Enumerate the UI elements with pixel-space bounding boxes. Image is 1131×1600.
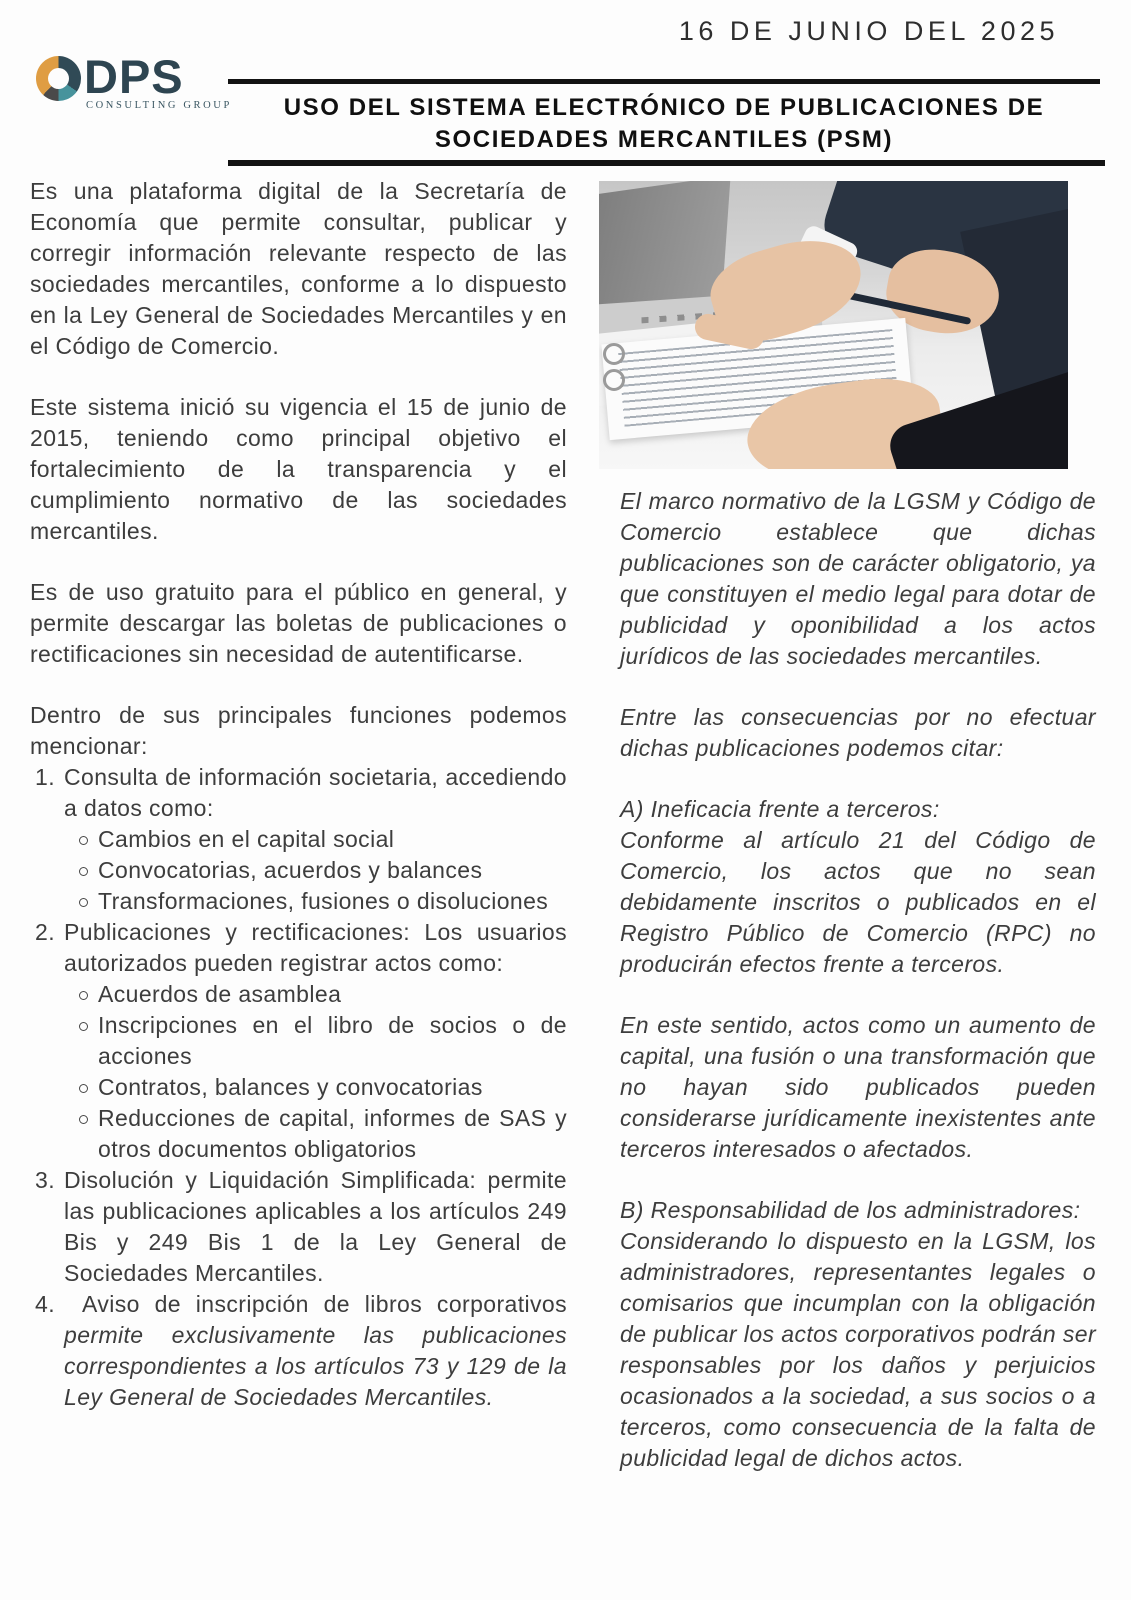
item-4-italic-text: permite exclusivamente las publicaciones correspondientes a los artículos 73 y 129 de la Ley General de Sociedades Mercantiles. [64, 1322, 567, 1410]
paragraph-legal-framework: El marco normativo de la LGSM y Código de Comercio establece que dichas publicaciones son de carácter obligatorio, ya que constituyen el medio legal para dotar de publicidad y oponibilidad a los actos jurídicos de las sociedades mercantiles. [620, 488, 1096, 669]
bullet-text: Inscripciones en el libro de socios o de acciones [98, 1012, 567, 1069]
numbered-item-1 [30, 762, 567, 917]
document-title [228, 92, 1100, 156]
title-rule-top [228, 79, 1100, 84]
dps-ring-logo-icon [36, 56, 81, 101]
document-date: 16 DE JUNIO DEL 2025 [678, 16, 1059, 46]
circle-bullet-icon [79, 1022, 88, 1031]
item-4-number: 4. [35, 1291, 55, 1317]
item-2-number: 2. [35, 919, 55, 945]
functions-list-intro: Dentro de sus principales funciones podemos mencionar: [30, 702, 567, 759]
bullet-text: Acuerdos de asamblea [98, 981, 342, 1007]
bullet-text: Transformaciones, fusiones o disoluciones [98, 888, 549, 914]
bullet-text: Cambios en el capital social [98, 826, 395, 852]
item-4-text [64, 1289, 567, 1413]
paragraph-consequences-intro: Entre las consecuencias por no efectuar dichas publicaciones podemos citar: [620, 704, 1096, 761]
circle-bullet-icon [79, 867, 88, 876]
title-line-1: USO DEL SISTEMA ELECTRÓNICO DE PUBLICACIONES DE [283, 94, 1045, 121]
item-2-body [64, 917, 567, 1165]
item-4-body [64, 1289, 567, 1413]
sub-bullet [64, 1010, 567, 1072]
paragraph-legal-inexistence: En este sentido, actos como un aumento de capital, una fusión o una transformación que no hayan sido publicados pueden considerarse jurídicamente inexistentes ante terceros interesados o afectados. [620, 1012, 1096, 1162]
numbered-item-4 [30, 1289, 567, 1413]
numbered-item-3 [30, 1165, 567, 1289]
item-1-body [64, 762, 567, 917]
title-line-2: SOCIEDADES MERCANTILES (PSM) [434, 126, 894, 153]
item-1-number: 1. [35, 764, 55, 790]
bullet-text: Convocatorias, acuerdos y balances [98, 857, 483, 883]
circle-bullet-icon [79, 898, 88, 907]
item-3-number: 3. [35, 1167, 55, 1193]
item-3-text: Disolución y Liquidación Simplificada: permite las publicaciones aplicables a los artículos 249 Bis y 249 Bis 1 de la Ley General de Sociedades Mercantiles. [64, 1167, 567, 1286]
sub-bullet [64, 979, 567, 1010]
numbered-item-2 [30, 917, 567, 1165]
section-b-body: Considerando lo dispuesto en la LGSM, los administradores, representantes legales o comisarios que incumplan con la obligación de publicar los actos corporativos podrán ser responsables por los daños y perjuicios ocasionados a la sociedad, a sus socios o a terceros, como consecuencia de la falta de publicidad legal de dichos actos. [620, 1228, 1096, 1471]
sub-bullet [64, 855, 567, 886]
sub-bullet [64, 1072, 567, 1103]
section-b-heading: B) Responsabilidad de los administradores: [620, 1197, 1081, 1223]
paragraph-platform-intro: Es una plataforma digital de la Secretaría de Economía que permite consultar, publicar y corregir información relevante respecto de las sociedades mercantiles, conforme a lo dispuesto en la Ley General de Sociedades Mercantiles y en el Código de Comercio. [30, 178, 567, 359]
circle-bullet-icon [79, 1115, 88, 1124]
sub-bullet [64, 1103, 567, 1165]
item-2-text: Publicaciones y rectificaciones: Los usuarios autorizados pueden registrar actos como: [64, 919, 567, 976]
dps-logo [36, 50, 232, 111]
circle-bullet-icon [79, 836, 88, 845]
paragraph-free-use: Es de uso gratuito para el público en general, y permite descargar las boletas de publicaciones o rectificaciones sin necesidad de autentificarse. [30, 579, 567, 667]
circle-bullet-icon [79, 1084, 88, 1093]
sub-bullet [64, 886, 567, 917]
photo-binder-rings [601, 339, 627, 395]
item-3-body [64, 1165, 567, 1289]
sub-bullet [64, 824, 567, 855]
bullet-text: Contratos, balances y convocatorias [98, 1074, 483, 1100]
business-meeting-photo [599, 181, 1068, 469]
logo-wordmark: DPS [84, 50, 184, 103]
logo-tagline: CONSULTING GROUP [86, 100, 232, 111]
bullet-text: Reducciones de capital, informes de SAS y otros documentos obligatorios [98, 1105, 567, 1162]
item-1-text: Consulta de información societaria, accediendo a datos como: [64, 764, 567, 821]
left-column [30, 176, 567, 1413]
logo-text-group [84, 50, 232, 111]
item-4-roman-text: Aviso de inscripción de libros corporativos [82, 1291, 567, 1317]
title-rule-bottom [228, 160, 1105, 166]
circle-bullet-icon [79, 991, 88, 1000]
section-a-heading: A) Ineficacia frente a terceros: [620, 796, 940, 822]
paragraph-system-start: Este sistema inició su vigencia el 15 de junio de 2015, teniendo como principal objetivo el fortalecimiento de la transparencia y el cumplimiento normativo de las sociedades mercantiles. [30, 394, 567, 544]
section-a-body: Conforme al artículo 21 del Código de Comercio, los actos que no sean debidamente inscritos o publicados en el Registro Público de Comercio (RPC) no producirán efectos frente a terceros. [620, 827, 1096, 977]
right-column [620, 486, 1096, 1504]
